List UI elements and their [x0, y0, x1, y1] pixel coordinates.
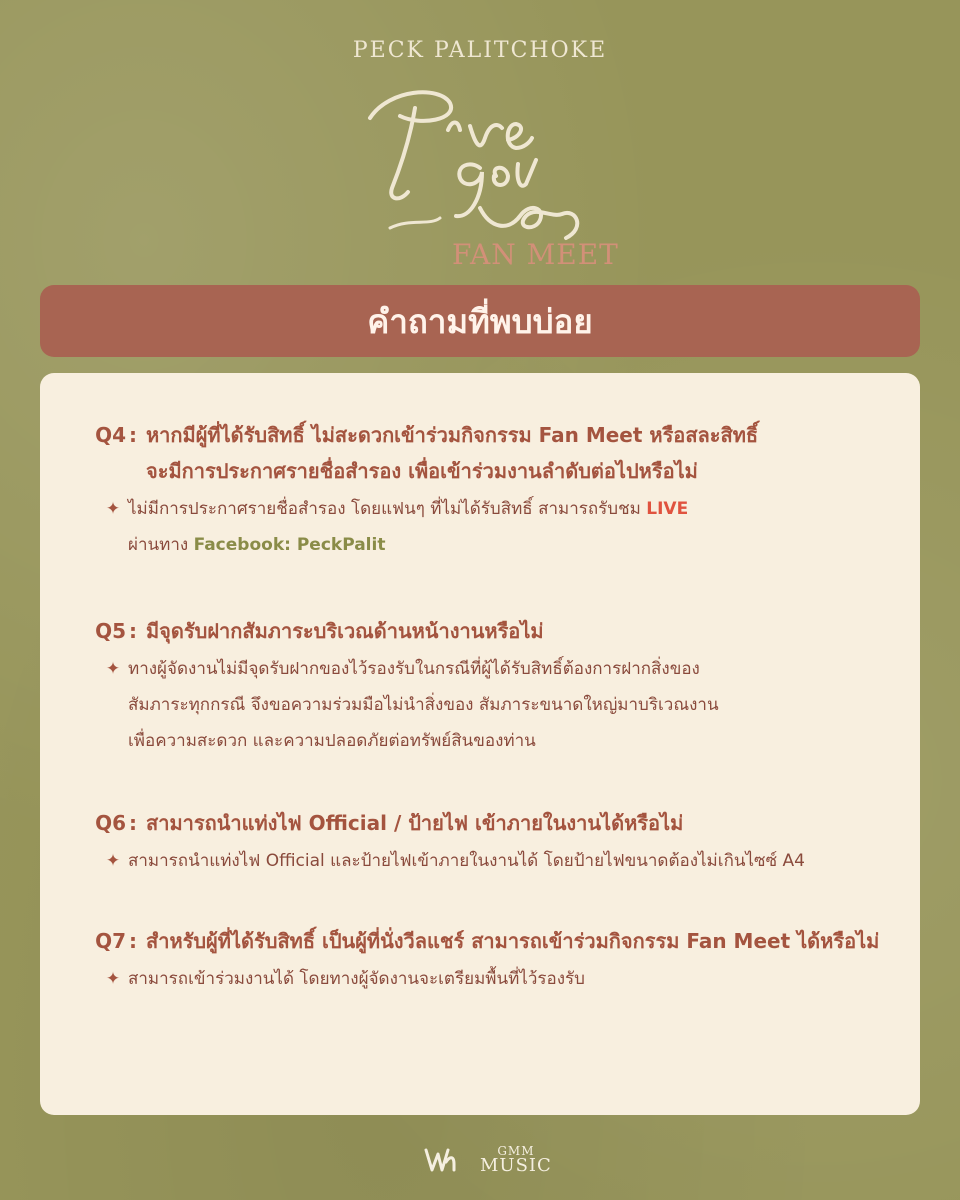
answer-line: สัมภาระทุกกรณี จึงขอความร่วมมือไม่นำสิ่งของ สัมภาระขนาดใหญ่มาบริเวณงาน: [128, 695, 719, 715]
question-number: Q5: [95, 619, 126, 643]
event-logo-script: [330, 68, 630, 248]
faq-title: คำถามที่พบบ่อย: [367, 301, 593, 341]
question-separator: :: [129, 811, 137, 835]
faq-question: [40, 923, 920, 959]
answer-line: ไม่มีการประกาศรายชื่อสำรอง โดยแฟนๆ ที่ไม่ได้รับสิทธิ์ สามารถรับชม: [128, 499, 647, 519]
sparkle-icon: ✦: [105, 499, 121, 519]
gmm-logo-bottom: MUSIC: [480, 1155, 552, 1176]
question-text: [140, 417, 906, 489]
question-separator: :: [129, 619, 137, 643]
question-line: จะมีการประกาศรายชื่อสำรอง เพื่อเข้าร่วมงานลำดับต่อไปหรือไม่: [146, 459, 698, 483]
answer-line: เพื่อความสะดวก และความปลอดภัยต่อทรัพย์สินของท่าน: [128, 731, 536, 751]
answer-text: สามารถนำแท่งไฟ Official และป้ายไฟเข้าภายในงานได้ โดยป้ายไฟขนาดต้องไม่เกินไซซ์ A4: [128, 851, 805, 871]
faq-card: [40, 373, 920, 1115]
question-separator: :: [129, 929, 137, 953]
sparkle-icon: ✦: [105, 659, 121, 679]
event-subtitle: FAN MEET: [452, 238, 619, 271]
gmm-logo-top: GMM: [497, 1144, 535, 1158]
question-number: Q7: [95, 929, 126, 953]
live-highlight: LIVE: [646, 499, 689, 519]
gmm-music-logo: [480, 1145, 552, 1175]
faq-answer: [40, 651, 920, 759]
faq-question: [40, 805, 920, 841]
footer-logos: [420, 1140, 552, 1180]
facebook-highlight: Facebook: PeckPalit: [193, 535, 386, 555]
faq-question: [40, 613, 920, 649]
label-logo-icon: [420, 1140, 460, 1180]
answer-text: [128, 651, 888, 759]
faq-item-q4: [40, 417, 920, 563]
artist-name: PECK PALITCHOKE: [352, 38, 608, 63]
answer-text: สามารถเข้าร่วมงานได้ โดยทางผู้จัดงานจะเตรียมพื้นที่ไว้รองรับ: [128, 969, 585, 989]
answer-text: [128, 491, 888, 563]
question-number: Q4: [95, 423, 126, 447]
faq-answer: [40, 491, 920, 563]
sparkle-icon: ✦: [105, 851, 121, 871]
sparkle-icon: ✦: [105, 969, 121, 989]
question-separator: :: [129, 423, 137, 447]
question-number: Q6: [95, 811, 126, 835]
faq-answer: [40, 843, 920, 879]
faq-item-q6: [40, 805, 920, 879]
answer-line: ทางผู้จัดงานไม่มีจุดรับฝากของไว้รองรับในกรณีที่ผู้ได้รับสิทธิ์ต้องการฝากสิ่งของ: [128, 659, 700, 679]
faq-question: [40, 417, 920, 489]
faq-banner: [40, 285, 920, 357]
faq-item-q5: [40, 613, 920, 759]
question-text: สามารถนำแท่งไฟ Official / ป้ายไฟ เข้าภายในงานได้หรือไม่: [146, 811, 684, 835]
question-line: หากมีผู้ที่ได้รับสิทธิ์ ไม่สะดวกเข้าร่วมกิจกรรม Fan Meet หรือสละสิทธิ์: [146, 423, 759, 447]
question-text: มีจุดรับฝากสัมภาระบริเวณด้านหน้างานหรือไม่: [146, 619, 544, 643]
question-text: สำหรับผู้ที่ได้รับสิทธิ์ เป็นผู้ที่นั่งวีลแชร์ สามารถเข้าร่วมกิจกรรม Fan Meet ได้หรือไม่: [146, 929, 880, 953]
faq-answer: [40, 961, 920, 997]
faq-item-q7: [40, 923, 920, 997]
answer-line: ผ่านทาง: [128, 535, 194, 555]
